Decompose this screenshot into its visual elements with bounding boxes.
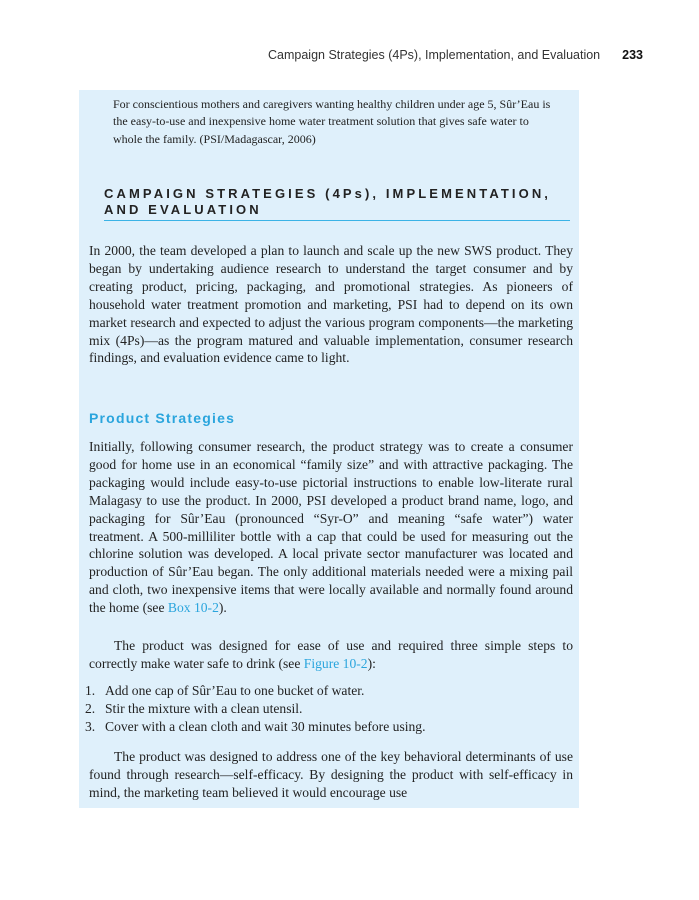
list-item <box>85 682 575 700</box>
section-heading-line2: AND EVALUATION <box>104 202 262 217</box>
steps-list <box>85 682 575 737</box>
intro-paragraph: In 2000, the team developed a plan to launch and scale up the new SWS product. They began by undertaking audience research to understand the target consumer and by creating product, pricing, packaging, and promotional strategies. As pioneers of household water treatment promotion and marketing, PSI had to depend on its own market research and expected to adjust the various program components—the marketing mix (4Ps)—as the program matured and valuable implementation, consumer research findings, and evaluation evidence came to light. <box>89 243 573 366</box>
step-number: 1. <box>85 683 96 698</box>
step-text: Stir the mixture with a clean utensil. <box>105 701 303 717</box>
running-header <box>0 48 643 62</box>
list-item <box>85 700 575 718</box>
positioning-quote: For conscientious mothers and caregivers wanting healthy children under age 5, Sûr’Eau is the easy-to-use and inexpensive home water treatment solution that gives safe water to whole the family. (PSI/Madagascar, 2006) <box>113 97 551 146</box>
product-strategies-heading: Product Strategies <box>89 410 236 426</box>
product-paragraph-end: ). <box>218 600 227 616</box>
section-heading <box>104 186 570 221</box>
product-paragraph-text: Initially, following consumer research, the product strategy was to create a consumer good for home use in an economical “family size” and with attractive packaging. The packaging would include easy-to-use pictorial instructions to enable low-literate rural Malagasy to use the product. In 2000, PSI developed a product brand name, logo, and packaging for Sûr’Eau (pronounced “Syr-O” and meaning “safe water”) water treatment. A 500-milliliter bottle with a cap that could be used for measuring out the chlorine solution was developed. A local private sector manufacturer was located and production of Sûr’Eau began. The only additional materials needed were a mixing pail and cloth, two inexpensive items that were locally available and normally found around the home (see <box>89 439 573 616</box>
page-number: 233 <box>622 48 643 62</box>
section-heading-line1: CAMPAIGN STRATEGIES (4Ps), IMPLEMENTATION, <box>104 186 552 201</box>
box-10-2-link[interactable]: Box 10-2 <box>167 600 219 616</box>
product-paragraph <box>89 438 573 617</box>
step-number: 3. <box>85 719 96 735</box>
figure-10-2-link[interactable]: Figure 10-2 <box>303 655 368 671</box>
step-text: Cover with a clean cloth and wait 30 minutes before using. <box>105 719 426 735</box>
steps-intro-end: ): <box>367 655 376 671</box>
steps-intro-text: The product was designed for ease of use and required three simple steps to correctly make water safe to drink (see <box>89 638 573 671</box>
list-item <box>85 718 575 736</box>
steps-intro-paragraph <box>89 637 573 673</box>
behavior-paragraph: The product was designed to address one of the key behavioral determinants of use found through research—self-efficacy. By designing the product with self-efficacy in mind, the marketing team believed it would encourage use <box>89 749 573 800</box>
running-title: Campaign Strategies (4Ps), Implementation, and Evaluation <box>268 48 601 62</box>
step-text: Add one cap of Sûr’Eau to one bucket of water. <box>105 683 365 698</box>
step-number: 2. <box>85 701 96 717</box>
